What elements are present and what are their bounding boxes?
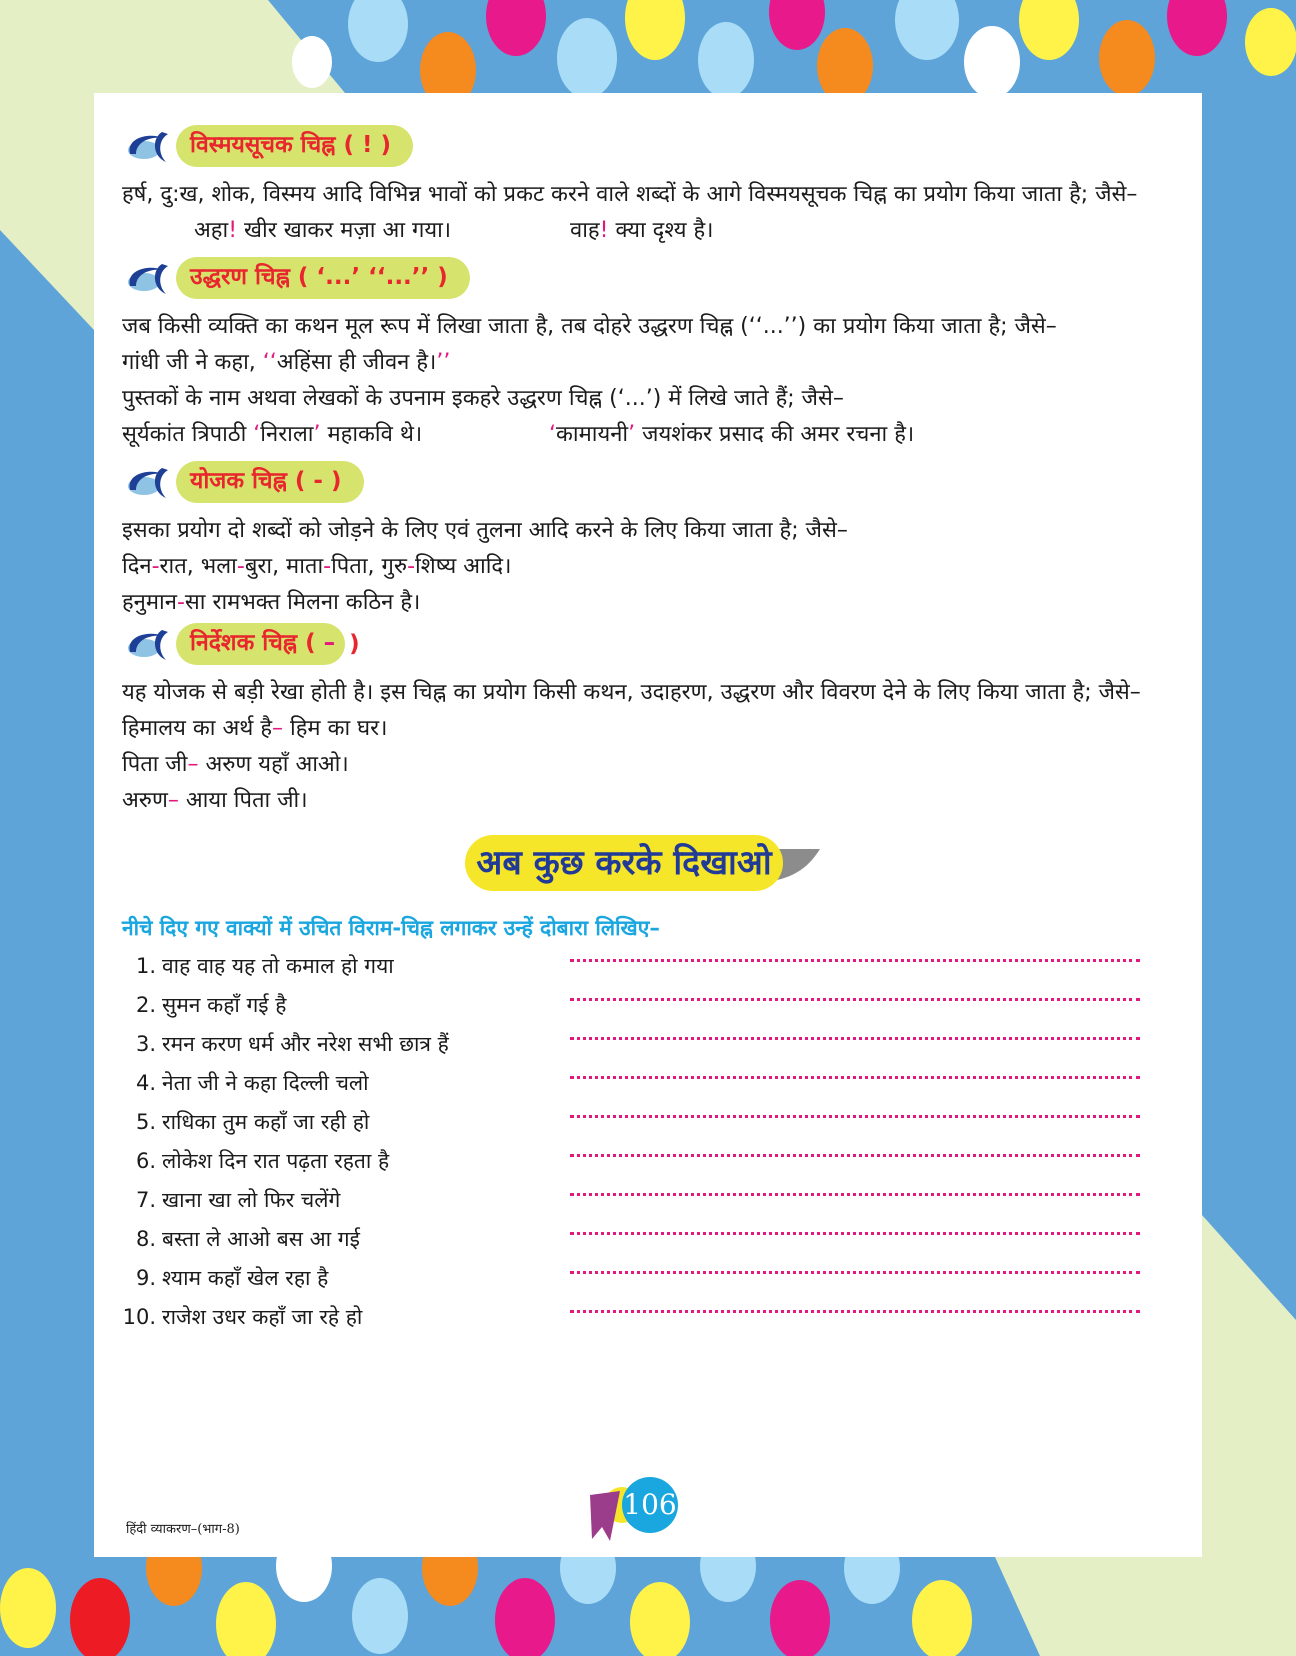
exercise-sentence: वाह वाह यह तो कमाल हो गया <box>162 954 394 978</box>
exercise-number: 9. <box>135 1266 156 1290</box>
exercise-item <box>122 1103 1175 1142</box>
exercise-sentence: खाना खा लो फिर चलेंगे <box>162 1188 341 1212</box>
exercise-number: 5. <box>135 1110 156 1134</box>
swoosh-bullet-icon <box>122 462 178 502</box>
dash-example-1: हिमालय का अर्थ है– हिम का घर। <box>122 716 388 741</box>
quotation-description-2: पुस्तकों के नाम अथवा लेखकों के उपनाम इकहरे उद्धरण चिह्न (‘...’) में लिखे जाते हैं; जैसे– <box>122 386 844 411</box>
answer-line[interactable] <box>570 1076 1140 1079</box>
exercise-item <box>122 1064 1175 1103</box>
exclamation-example-1: अहा! खीर खाकर मज़ा आ गया। <box>194 218 452 243</box>
exercise-item <box>122 1298 1175 1337</box>
hyphen-example-1: दिन-रात, भला-बुरा, माता-पिता, गुरु-शिष्य आदि। <box>122 554 512 579</box>
exercise-number: 4. <box>135 1071 156 1095</box>
quotation-example-3: ‘कामायनी’ जयशंकर प्रसाद की अमर रचना है। <box>549 422 915 447</box>
exercise-sentence: लोकेश दिन रात पढ़ता रहता है <box>162 1149 390 1173</box>
exercise-number: 7. <box>135 1188 156 1212</box>
section-heading-dash <box>122 621 1175 667</box>
exercise-number: 1. <box>135 954 156 978</box>
exercise-sentence: नेता जी ने कहा दिल्ली चलो <box>162 1071 369 1095</box>
dash-heading-close: ) <box>349 631 360 657</box>
quotation-example-1: गांधी जी ने कहा, ‘‘अहिंसा ही जीवन है।’’ <box>122 350 451 375</box>
dash-example-2: पिता जी– अरुण यहाँ आओ। <box>122 752 349 777</box>
page-number: 106 <box>623 1488 677 1521</box>
book-title: हिंदी व्याकरण–(भाग-8) <box>126 1522 240 1537</box>
answer-line[interactable] <box>570 1115 1140 1118</box>
worksheet-page <box>94 93 1202 1557</box>
exercise-number: 2. <box>135 993 156 1017</box>
answer-line[interactable] <box>570 1154 1140 1157</box>
quotation-heading: उद्धरण चिह्न ( ‘...’ ‘‘...’’ ) <box>176 257 470 299</box>
activity-instruction: नीचे दिए गए वाक्यों में उचित विराम-चिह्न लगाकर उन्हें दोबारा लिखिए– <box>122 916 660 940</box>
exercise-sentence: बस्ता ले आओ बस आ गई <box>162 1227 360 1251</box>
swoosh-bullet-icon <box>122 126 178 166</box>
exercise-number: 10. <box>122 1305 156 1329</box>
exercise-sentence: राधिका तुम कहाँ जा रही हो <box>162 1110 370 1134</box>
section-heading-quotation <box>122 255 1175 301</box>
exercise-item <box>122 986 1175 1025</box>
exercise-item <box>122 947 1175 986</box>
exclamation-heading: विस्मयसूचक चिह्न ( ! ) <box>176 125 413 167</box>
page-number-badge <box>580 1477 680 1543</box>
answer-line[interactable] <box>570 1037 1140 1040</box>
exercise-item <box>122 1025 1175 1064</box>
page-content <box>122 123 1175 1337</box>
exclamation-examples <box>122 213 1175 249</box>
section-heading-exclamation <box>122 123 1175 169</box>
activity-banner-title: अब कुछ करके दिखाओ <box>476 843 772 883</box>
section-heading-hyphen <box>122 459 1175 505</box>
exercise-number: 6. <box>135 1149 156 1173</box>
answer-line[interactable] <box>570 998 1140 1001</box>
quotation-examples <box>122 417 1175 453</box>
exercise-sentence: सुमन कहाँ गई है <box>162 993 287 1017</box>
exercise-item <box>122 1220 1175 1259</box>
dash-description: यह योजक से बड़ी रेखा होती है। इस चिह्न का प्रयोग किसी कथन, उदाहरण, उद्धरण और विवरण देने के लिए किया जाता है; जैसे– <box>122 680 1141 705</box>
exercise-item <box>122 1142 1175 1181</box>
hyphen-example-2: हनुमान-सा रामभक्त मिलना कठिन है। <box>122 590 421 615</box>
swoosh-bullet-icon <box>122 624 178 664</box>
swoosh-bullet-icon <box>122 258 178 298</box>
hyphen-description: इसका प्रयोग दो शब्दों को जोड़ने के लिए एवं तुलना आदि करने के लिए किया जाता है; जैसे– <box>122 518 848 543</box>
dash-heading: निर्देशक चिह्न ( – <box>176 623 345 665</box>
exercise-sentence: राजेश उधर कहाँ जा रहे हो <box>162 1305 363 1329</box>
answer-line[interactable] <box>570 959 1140 962</box>
answer-line[interactable] <box>570 1310 1140 1313</box>
exercise-number: 8. <box>135 1227 156 1251</box>
dash-example-3: अरुण– आया पिता जी। <box>122 788 308 813</box>
exercise-item <box>122 1259 1175 1298</box>
exercise-sentence: श्याम कहाँ खेल रहा है <box>162 1266 329 1290</box>
quotation-example-2: सूर्यकांत त्रिपाठी ‘निराला’ महाकवि थे। <box>122 422 423 447</box>
exclamation-example-2: वाह! क्या दृश्य है। <box>570 218 714 243</box>
exercise-item <box>122 1181 1175 1220</box>
exercise-list <box>122 947 1175 1337</box>
activity-banner <box>122 833 1175 911</box>
exclamation-description: हर्ष, दु:ख, शोक, विस्मय आदि विभिन्न भावों को प्रकट करने वाले शब्दों के आगे विस्मयसूचक चिह्न का प्रयोग किया जाता है; जैसे– <box>122 182 1138 207</box>
answer-line[interactable] <box>570 1193 1140 1196</box>
exercise-number: 3. <box>135 1032 156 1056</box>
exercise-sentence: रमन करण धर्म और नरेश सभी छात्र हैं <box>162 1032 449 1056</box>
answer-line[interactable] <box>570 1232 1140 1235</box>
answer-line[interactable] <box>570 1271 1140 1274</box>
quotation-description: जब किसी व्यक्ति का कथन मूल रूप में लिखा जाता है, तब दोहरे उद्धरण चिह्न (‘‘...’’) का प्रयोग किया जाता है; जैसे– <box>122 314 1057 339</box>
hyphen-heading: योजक चिह्न ( - ) <box>176 461 364 503</box>
